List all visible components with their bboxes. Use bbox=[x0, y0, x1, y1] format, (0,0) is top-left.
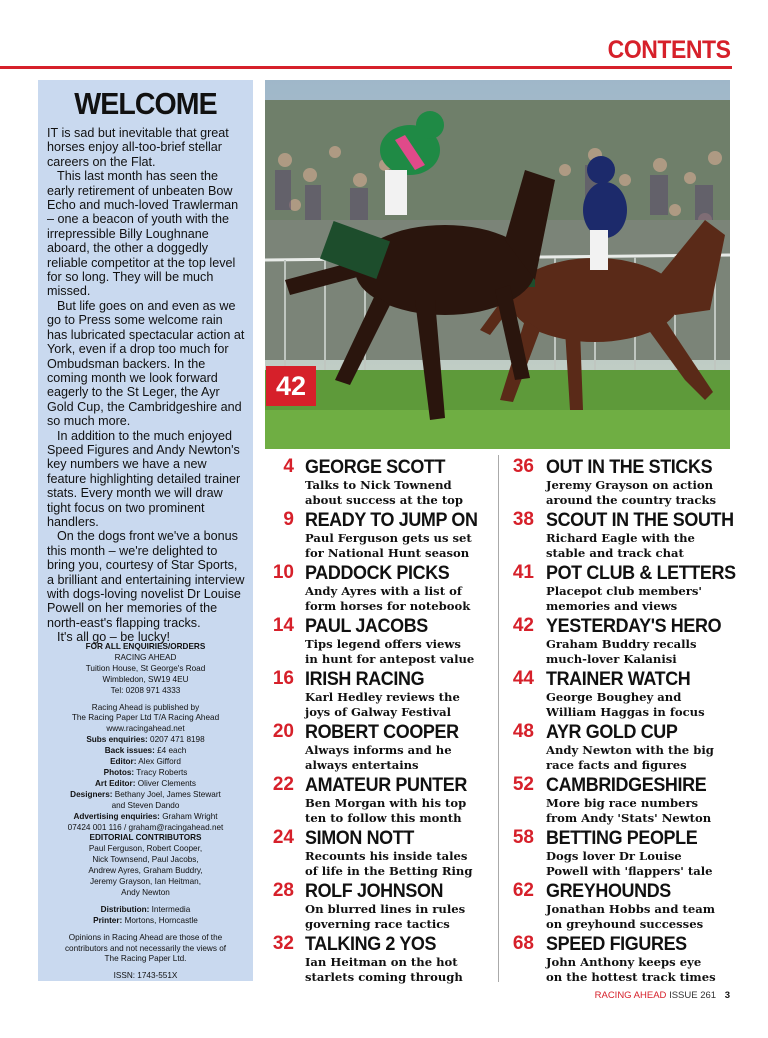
item-page-number: 62 bbox=[512, 880, 534, 901]
credit-line bbox=[44, 779, 247, 790]
item-desc-line: form horses for notebook bbox=[305, 599, 471, 613]
address-line: Wimbledon, SW19 4EU bbox=[102, 674, 189, 684]
credit-value: 07424 001 116 / graham@racingahead.net bbox=[67, 822, 224, 832]
contributor-line: Andrew Ayres, Graham Buddry, bbox=[88, 866, 203, 876]
credit-value: £4 each bbox=[157, 746, 187, 756]
credit-line bbox=[44, 916, 247, 927]
item-desc-line: on greyhound successes bbox=[546, 917, 704, 931]
item-desc-line: Placepot club members' bbox=[546, 584, 702, 598]
credit-label: Designers: bbox=[70, 789, 113, 799]
item-description bbox=[546, 584, 746, 614]
item-description bbox=[305, 743, 505, 773]
credit-value: Bethany Joel, James Stewart bbox=[114, 789, 221, 799]
credit-value: Alex Gifford bbox=[138, 757, 181, 767]
item-description bbox=[546, 478, 746, 508]
item-description bbox=[305, 584, 505, 614]
credit-value: 0207 471 8198 bbox=[150, 735, 205, 745]
item-title: TALKING 2 YOS bbox=[305, 933, 437, 955]
item-title: PADDOCK PICKS bbox=[305, 562, 450, 584]
footer-page-number: 3 bbox=[724, 990, 730, 1001]
item-title: GEORGE SCOTT bbox=[305, 456, 446, 478]
item-desc-line: Dogs lover Dr Louise bbox=[546, 849, 682, 863]
publisher-line: The Racing Paper Ltd T/A Racing Ahead bbox=[71, 713, 220, 723]
credit-label: Editor: bbox=[110, 757, 137, 767]
item-page-number: 42 bbox=[512, 615, 534, 636]
horse-racing-photo bbox=[265, 80, 730, 449]
credit-line bbox=[44, 790, 247, 801]
item-description bbox=[546, 690, 746, 720]
item-page-number: 36 bbox=[512, 456, 534, 477]
item-desc-line: in hunt for antepost value bbox=[305, 652, 475, 666]
credit-label: Subs enquiries: bbox=[86, 735, 148, 745]
item-title: OUT IN THE STICKS bbox=[546, 456, 713, 478]
item-description bbox=[546, 955, 746, 985]
item-desc-line: on the hottest track times bbox=[546, 970, 716, 984]
item-description bbox=[546, 902, 746, 932]
item-description bbox=[546, 743, 746, 773]
item-desc-line: always entertains bbox=[305, 758, 419, 772]
welcome-paragraph: This last month has seen the early retirement of unbeaten Bow Echo and much-loved Trawlerman – one a beacon of youth with the irrepressible Billy Loughnane aboard, the other a doggedly reliable competitor at the top level for so long. They will be much missed. bbox=[47, 169, 239, 299]
welcome-paragraph: On the dogs front we've a bonus this month – we're delighted to bring you, courtesy of Star Sports, a brilliant and entertaining interview with dogs-loving novelist Dr Louise Powell on her memories of the north-east's flapping tracks. bbox=[47, 529, 245, 630]
item-title: ROLF JOHNSON bbox=[305, 880, 444, 902]
credit-value: Intermedia bbox=[151, 904, 191, 914]
item-title: SIMON NOTT bbox=[305, 827, 414, 849]
item-title: IRISH RACING bbox=[305, 668, 425, 690]
item-description bbox=[305, 796, 505, 826]
item-description bbox=[305, 690, 505, 720]
item-page-number: 32 bbox=[272, 933, 294, 954]
disclaimer-line: contributors and not necessarily the views of bbox=[64, 943, 227, 953]
item-description bbox=[305, 902, 505, 932]
welcome-paragraph: In addition to the much enjoyed Speed Figures and Andy Newton's key numbers we have a new feature highlighting detailed trainer stats. Every month we will draw tight focus on two prominent handlers. bbox=[47, 428, 241, 529]
credit-line bbox=[44, 812, 247, 823]
item-desc-line: Karl Hedley reviews the bbox=[305, 690, 460, 704]
item-desc-line: Recounts his inside tales bbox=[305, 849, 468, 863]
item-desc-line: More big race numbers bbox=[546, 796, 699, 810]
item-title: CAMBRIDGESHIRE bbox=[546, 774, 707, 796]
contributor-line: Nick Townsend, Paul Jacobs, bbox=[92, 855, 199, 865]
item-desc-line: Talks to Nick Townend bbox=[305, 478, 452, 492]
header-rule bbox=[0, 66, 732, 69]
item-title: BETTING PEOPLE bbox=[546, 827, 698, 849]
item-desc-line: stable and track chat bbox=[546, 546, 684, 560]
item-description bbox=[305, 955, 505, 985]
item-desc-line: for National Hunt season bbox=[305, 546, 470, 560]
item-desc-line: George Boughey and bbox=[546, 690, 682, 704]
item-desc-line: joys of Galway Festival bbox=[305, 705, 451, 719]
page-footer bbox=[595, 990, 730, 1001]
publisher-line: www.racingahead.net bbox=[106, 724, 185, 734]
credit-value: Tracy Roberts bbox=[136, 767, 188, 777]
item-page-number: 9 bbox=[283, 509, 294, 530]
item-page-number: 16 bbox=[272, 668, 294, 689]
item-page-number: 41 bbox=[512, 562, 534, 583]
page-badge: 42 bbox=[266, 366, 316, 406]
item-page-number: 24 bbox=[272, 827, 294, 848]
item-desc-line: ten to follow this month bbox=[305, 811, 462, 825]
item-page-number: 52 bbox=[512, 774, 534, 795]
item-desc-line: Graham Buddry recalls bbox=[546, 637, 697, 651]
footer-brand: RACING AHEAD bbox=[594, 990, 667, 1001]
item-page-number: 38 bbox=[512, 509, 534, 530]
item-desc-line: from Andy 'Stats' Newton bbox=[546, 811, 712, 825]
credit-value: Graham Wright bbox=[162, 811, 218, 821]
credit-value: Mortons, Horncastle bbox=[124, 915, 198, 925]
credits-block bbox=[44, 642, 247, 982]
welcome-paragraph: IT is sad but inevitable that great horses enjoy all-too-brief stellar careers on the Flat. bbox=[47, 126, 229, 169]
address-line: RACING AHEAD bbox=[114, 652, 177, 662]
item-description bbox=[546, 637, 746, 667]
item-desc-line: William Haggas in focus bbox=[546, 705, 705, 719]
welcome-title: WELCOME bbox=[74, 86, 217, 121]
item-page-number: 14 bbox=[272, 615, 294, 636]
publisher-line: Racing Ahead is published by bbox=[91, 702, 200, 712]
item-description bbox=[546, 849, 746, 879]
item-page-number: 48 bbox=[512, 721, 534, 742]
credit-label: Back issues: bbox=[104, 746, 155, 756]
item-title: AYR GOLD CUP bbox=[546, 721, 678, 743]
item-page-number: 22 bbox=[272, 774, 294, 795]
address-line: Tel: 0208 971 4333 bbox=[110, 685, 181, 695]
contributor-line: Jeremy Grayson, Ian Heitman, bbox=[89, 877, 202, 887]
issn: ISSN: 1743-551X bbox=[113, 971, 178, 981]
item-page-number: 68 bbox=[512, 933, 534, 954]
item-description bbox=[305, 849, 505, 879]
item-desc-line: Always informs and he bbox=[305, 743, 452, 757]
item-desc-line: Tips legend offers views bbox=[305, 637, 461, 651]
item-desc-line: much-lover Kalanisi bbox=[546, 652, 677, 666]
item-desc-line: Jonathan Hobbs and team bbox=[546, 902, 715, 916]
credit-value: Oliver Clements bbox=[137, 778, 196, 788]
footer-issue: ISSUE 261 bbox=[669, 990, 717, 1001]
item-page-number: 20 bbox=[272, 721, 294, 742]
contributor-line: Andy Newton bbox=[121, 887, 170, 897]
item-desc-line: Powell with 'flappers' tale bbox=[546, 864, 713, 878]
address-line: Tuition House, St George's Road bbox=[85, 663, 206, 673]
item-title: PAUL JACOBS bbox=[305, 615, 428, 637]
welcome-paragraph: But life goes on and even as we go to Press some welcome rain has lubricated spectacular action at York, even if a drop too much for Ombudsman backers. In the coming month we look forward eagerly to the St Leger, the Ayr Gold Cup, the Cambridgeshire and so much more. bbox=[47, 298, 245, 429]
enquiries-heading: FOR ALL ENQUIRIES/ORDERS bbox=[85, 642, 206, 651]
credit-value: and Steven Dando bbox=[111, 800, 180, 810]
contributors-heading: EDITORIAL CONTRIBUTORS bbox=[89, 833, 202, 843]
credit-line bbox=[44, 905, 247, 916]
item-description bbox=[305, 478, 505, 508]
item-desc-line: John Anthony keeps eye bbox=[546, 955, 702, 969]
credit-label: Photos: bbox=[103, 767, 135, 777]
welcome-paragraph: It's all go – be lucky! bbox=[57, 630, 171, 645]
item-desc-line: about success at the top bbox=[305, 493, 464, 507]
credit-line bbox=[44, 768, 247, 779]
item-title: YESTERDAY'S HERO bbox=[546, 615, 722, 637]
item-description bbox=[305, 637, 505, 667]
item-page-number: 58 bbox=[512, 827, 534, 848]
item-page-number: 44 bbox=[512, 668, 534, 689]
item-title: SCOUT IN THE SOUTH bbox=[546, 509, 734, 531]
item-desc-line: Ben Morgan with his top bbox=[305, 796, 467, 810]
item-description bbox=[305, 531, 505, 561]
item-desc-line: starlets coming through bbox=[305, 970, 463, 984]
item-desc-line: Andy Ayres with a list of bbox=[305, 584, 462, 598]
item-desc-line: Andy Newton with the big bbox=[546, 743, 714, 757]
credit-label: Distribution: bbox=[100, 904, 150, 914]
item-desc-line: around the country tracks bbox=[546, 493, 717, 507]
welcome-body bbox=[47, 126, 246, 645]
item-desc-line: memories and views bbox=[546, 599, 678, 613]
credit-label: Printer: bbox=[93, 915, 123, 925]
item-desc-line: Jeremy Grayson on action bbox=[546, 478, 714, 492]
item-title: GREYHOUNDS bbox=[546, 880, 671, 902]
item-title: ROBERT COOPER bbox=[305, 721, 459, 743]
item-description bbox=[546, 531, 746, 561]
item-description bbox=[546, 796, 746, 826]
item-desc-line: Richard Eagle with the bbox=[546, 531, 695, 545]
horse-racing-photo-illustration bbox=[265, 80, 730, 449]
contributor-line: Paul Ferguson, Robert Cooper, bbox=[88, 844, 203, 854]
item-desc-line: of life in the Betting Ring bbox=[305, 864, 473, 878]
disclaimer-line: Opinions in Racing Ahead are those of the bbox=[68, 932, 223, 942]
item-desc-line: governing race tactics bbox=[305, 917, 450, 931]
item-desc-line: Paul Ferguson gets us set bbox=[305, 531, 472, 545]
credit-line bbox=[44, 735, 247, 746]
item-page-number: 28 bbox=[272, 880, 294, 901]
item-title: POT CLUB & LETTERS bbox=[546, 562, 736, 584]
item-title: TRAINER WATCH bbox=[546, 668, 691, 690]
item-page-number: 4 bbox=[283, 456, 294, 477]
credit-line bbox=[44, 757, 247, 768]
item-page-number: 10 bbox=[272, 562, 294, 583]
page-title: CONTENTS bbox=[607, 36, 730, 64]
item-desc-line: Ian Heitman on the hot bbox=[305, 955, 458, 969]
credit-line bbox=[44, 746, 247, 757]
welcome-panel bbox=[38, 80, 253, 981]
item-title: READY TO JUMP ON bbox=[305, 509, 478, 531]
credit-label: Advertising enquiries: bbox=[73, 811, 160, 821]
item-title: SPEED FIGURES bbox=[546, 933, 687, 955]
item-desc-line: On blurred lines in rules bbox=[305, 902, 466, 916]
disclaimer-line: The Racing Paper Ltd. bbox=[104, 954, 187, 964]
credit-label: Art Editor: bbox=[94, 778, 136, 788]
item-desc-line: race facts and figures bbox=[546, 758, 687, 772]
item-title: AMATEUR PUNTER bbox=[305, 774, 467, 796]
